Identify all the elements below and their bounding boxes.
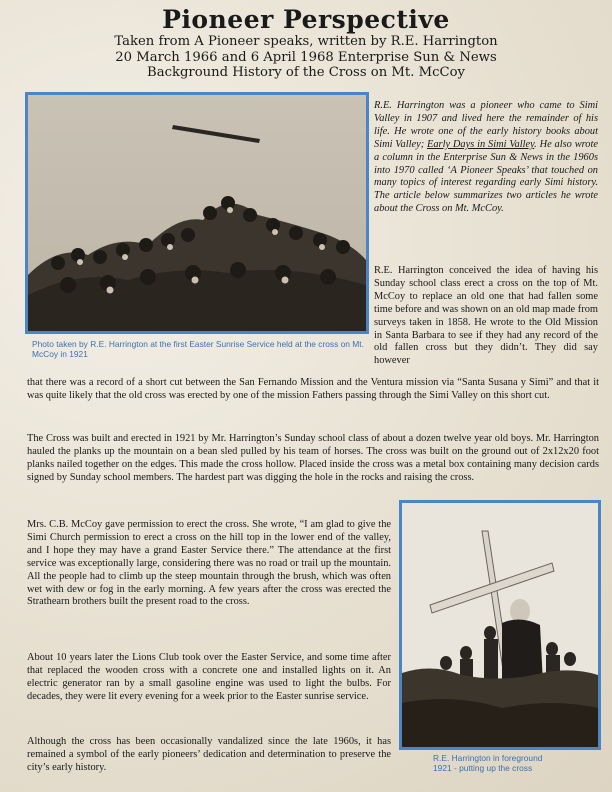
book-title: Early Days in Simi Valley — [427, 138, 535, 150]
subtitle-topic: Background History of the Cross on Mt. McCoy — [147, 65, 465, 80]
page-title: Pioneer Perspective — [162, 5, 450, 34]
body-paragraph-1-bottom: that there was a record of a short cut between the San Fernando Mission and the Ventura mission via “Santa Susana y Simi” and that it was quite likely that the old cross was erected by one of the mission Fathers passing through the Simi Valley on this short cut. — [27, 377, 599, 401]
crowd-photo-caption: Photo taken by R.E. Harrington at the first Easter Sunrise Service held at the cross on Mt. McCoy in 1921 — [32, 339, 364, 359]
body-paragraph-1-top: R.E. Harrington conceived the idea of having his Sunday school class erect a cross on the top of Mt. McCoy to replace an old one that had fallen some time before and was shown on an old map made from surveys taken in 1858. He wrote to the Old Mission in Santa Barbara to see if they had any record of the old fallen cross but they didn’t. They did say however — [374, 265, 598, 367]
subtitle-source: Taken from A Pioneer speaks, written by R.E. Harrington — [114, 34, 498, 49]
cross-raising-caption — [433, 753, 598, 773]
cross-raising-photo — [399, 500, 601, 750]
cross-raising-image — [402, 503, 598, 747]
article-header — [0, 6, 612, 81]
body-paragraph-4: About 10 years later the Lions Club took over the Easter Service, and some time after that replaced the wooden cross with a concrete one and installed lights on it. An electric generator ran by a small gasoline engine was used to light the bulbs. For decades, they were lit every evening for a week prior to the Easter sunrise service. — [27, 652, 391, 702]
intro-text-1: R.E. Harrington was a pioneer who came to Simi Valley in 1907 and lived here the remainder of his life. He wrote one of the early history books about Simi Valley; — [374, 100, 598, 150]
subtitle-dates: 20 March 1966 and 6 April 1968 Enterprise Sun & News — [115, 49, 497, 65]
cross-raising-caption-line1: R.E. Harrington in foreground — [433, 753, 543, 763]
intro-text-2: . He also wrote a column in the Enterprise Sun & News in the 1960s into 1970 called ‘A Pioneer Speaks’ that touched on many topics of interest regarding early Simi history. The article below summarizes two articles he wrote about the Cross on Mt. McCoy. — [374, 138, 599, 215]
crowd-photo — [25, 92, 369, 334]
intro-paragraph — [374, 100, 598, 216]
cross-raising-caption-line2: 1921 - putting up the cross — [433, 763, 533, 773]
body-paragraph-2: The Cross was built and erected in 1921 by Mr. Harrington’s Sunday school class of about a dozen twelve year old boys. Mr. Harrington hauled the planks up the mountain on a bean sled pulled by his team of horses. The cross was built on the ground out of 2x12x20 foot planks nailed together on the edges. This made the cross hollow. Placed inside the cross was a metal box containing many decision cards signed by Sunday school members. The hardest part was digging the hole in the rocks and raising the cross. — [27, 433, 599, 483]
body-paragraph-5: Although the cross has been occasionally vandalized since the late 1960s, it has remained a symbol of the early pioneers’ dedication and determination to preserve the city’s early history. — [27, 736, 391, 773]
body-paragraph-3: Mrs. C.B. McCoy gave permission to erect the cross. She wrote, “I am glad to give the Simi Church permission to erect a cross on the hill top in the lower end of the valley, and I hope they may have a grand Easter Service there.” The attendance at the first service was exceptionally large, considering there was no road or trail up the mountain. All the people had to climb up the steep mountain through the brush, which was often wet with dew or fog in the early morning. A few years after the cross was erected the Strathearn brothers built the present road to the cross. — [27, 519, 391, 608]
crowd-photo-image — [28, 95, 366, 331]
